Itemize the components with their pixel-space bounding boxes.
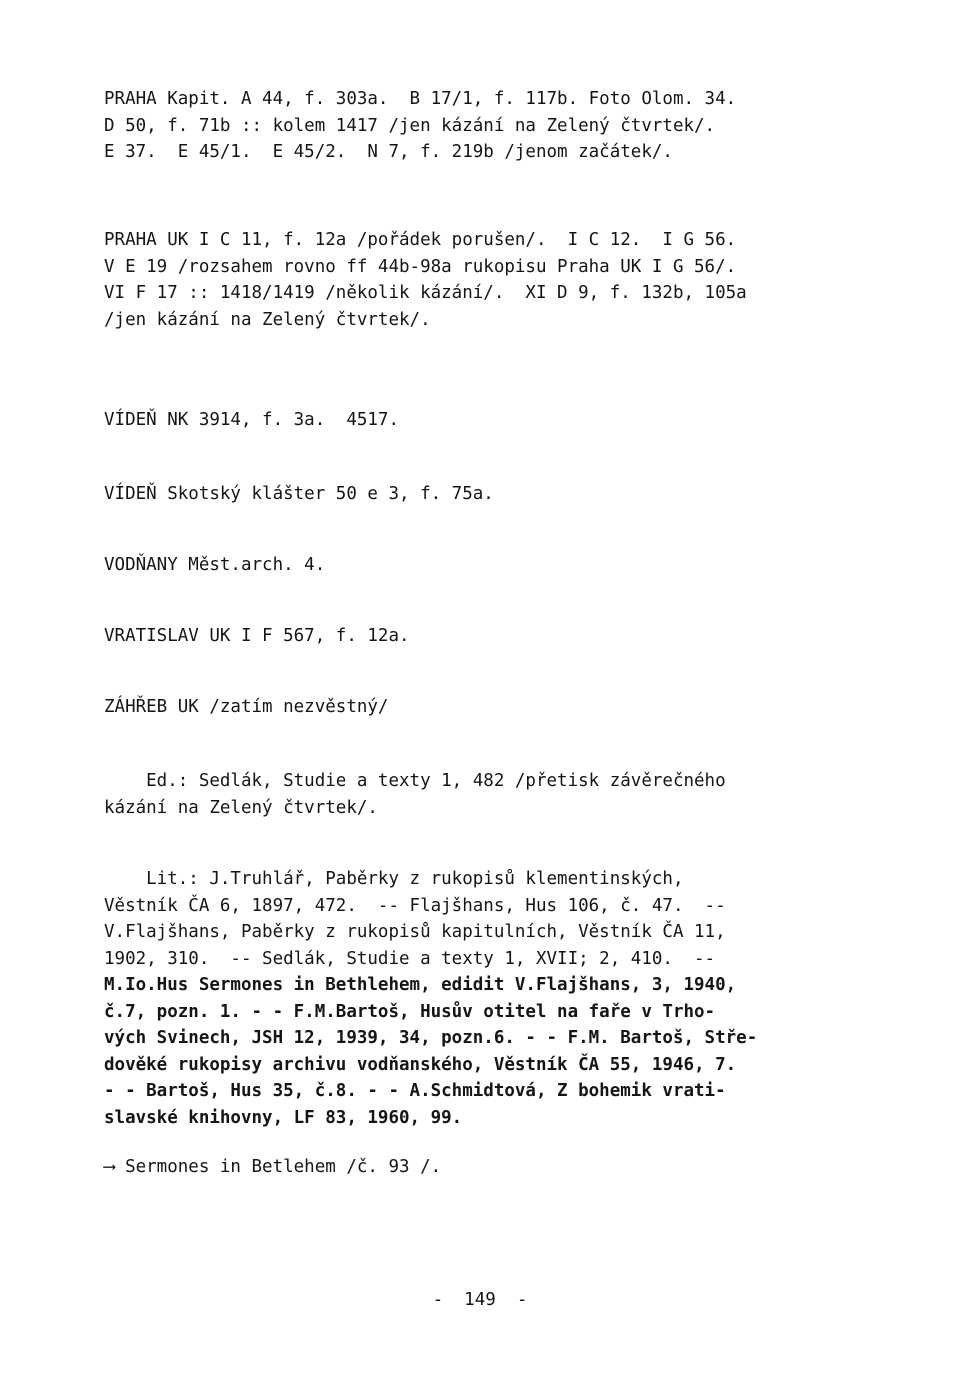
edition-note [104, 768, 884, 821]
entry-line: VÍDEŇ NK 3914, f. 3a. 4517. [104, 410, 400, 430]
entry-zahreb [104, 694, 884, 721]
entry-line: PRAHA Kapit. A 44, f. 303a. B 17/1, f. 117b. Foto Olom. 34. [104, 89, 737, 109]
entry-line: E 37. E 45/1. E 45/2. N 7, f. 219b /jenom začátek/. [104, 142, 673, 162]
entry-vratislav [104, 623, 884, 650]
literature-line: V.Flajšhans, Paběrky z rukopisů kapitulních, Věstník ČA 11, [104, 922, 726, 942]
entry-vodnany [104, 552, 884, 579]
literature-line: - - Bartoš, Hus 35, č.8. - - A.Schmidtová, Z bohemik vrati- [104, 1081, 726, 1101]
cross-reference-line: ⟶ Sermones in Betlehem /č. 93 /. [104, 1157, 442, 1177]
entry-line: V E 19 /rozsahem rovno ff 44b-98a rukopisu Praha UK I G 56/. [104, 256, 737, 277]
literature-line: M.Io.Hus Sermones in Bethlehem, edidit V.Flajšhans, 3, 1940, [104, 975, 737, 995]
entry-praha-uk [104, 227, 884, 333]
entry-line: /jen kázání na Zelený čtvrtek/. [104, 309, 431, 330]
literature-line: dověké rukopisy archivu vodňanského, Věstník ČA 55, 1946, 7. [104, 1054, 737, 1075]
entry-praha-kapit [104, 86, 884, 166]
edition-line: Ed.: Sedlák, Studie a texty 1, 482 /přetisk závěrečného [104, 771, 726, 791]
entry-line: VÍDEŇ Skotský klášter 50 e 3, f. 75a. [104, 484, 494, 504]
literature-line: vých Svinech, JSH 12, 1939, 34, pozn.6. - - F.M. Bartoš, Stře- [104, 1028, 758, 1048]
page-number: - 149 - [432, 1290, 528, 1310]
entry-viden-nk [104, 407, 884, 434]
entry-viden-skotsky [104, 481, 884, 508]
literature-line: 1902, 310. -- Sedlák, Studie a texty 1, XVII; 2, 410. -- [104, 948, 716, 969]
entry-line: VI F 17 :: 1418/1419 /několik kázání/. XI D 9, f. 132b, 105a [104, 283, 747, 303]
literature-section [104, 866, 884, 1131]
entry-line: VODŇANY Měst.arch. 4. [104, 555, 326, 575]
literature-line: č.7, pozn. 1. - - F.M.Bartoš, Husův otitel na faře v Trho- [104, 1001, 716, 1022]
entry-line: PRAHA UK I C 11, f. 12a /pořádek porušen/. I C 12. I G 56. [104, 230, 737, 250]
literature-line: Věstník ČA 6, 1897, 472. -- Flajšhans, Hus 106, č. 47. -- [104, 895, 726, 916]
entry-line: D 50, f. 71b :: kolem 1417 /jen kázání na Zelený čtvrtek/. [104, 115, 716, 136]
entry-line: ZÁHŘEB UK /zatím nezvěstný/ [104, 697, 389, 717]
literature-line: slavské knihovny, LF 83, 1960, 99. [104, 1107, 463, 1128]
entry-line: VRATISLAV UK I F 567, f. 12a. [104, 626, 410, 646]
literature-line: Lit.: J.Truhlář, Paběrky z rukopisů klementinských, [104, 869, 684, 889]
cross-reference [104, 1154, 884, 1181]
edition-line: kázání na Zelený čtvrtek/. [104, 797, 378, 818]
